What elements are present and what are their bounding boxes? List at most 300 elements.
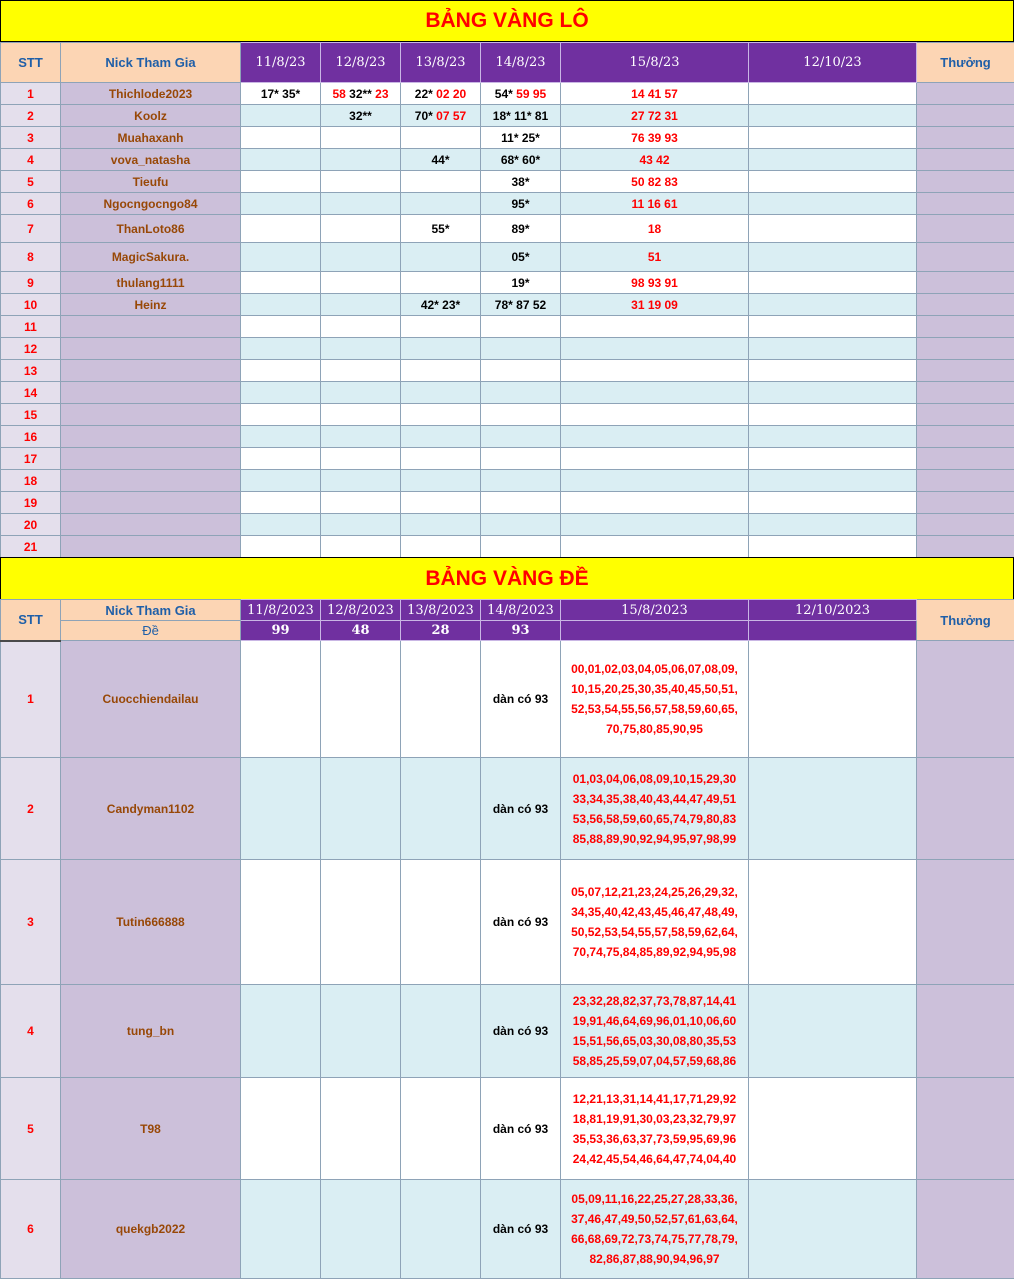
lo-header-date: 13/8/23 bbox=[401, 43, 481, 83]
lo-pick-cell bbox=[241, 470, 321, 492]
de-row bbox=[1, 1078, 1014, 1180]
lo-pick-cell bbox=[481, 492, 561, 514]
lo-pick-number: 44* bbox=[431, 152, 450, 167]
row-number: 20 bbox=[1, 514, 61, 536]
lo-pick-cell bbox=[561, 404, 749, 426]
lo-pick-number: 02 20 bbox=[436, 86, 467, 101]
de-pick-cell bbox=[241, 641, 321, 758]
lo-header-date: 15/8/23 bbox=[561, 43, 749, 83]
de-number-line: 01,03,04,06,08,09,10,15,29,30 bbox=[572, 771, 737, 786]
lo-pick-cell bbox=[561, 294, 749, 316]
award-cell bbox=[917, 426, 1014, 448]
lo-pick-cell bbox=[401, 193, 481, 215]
lo-pick-cell bbox=[561, 105, 749, 127]
de-header-award: Thưởng bbox=[917, 600, 1014, 641]
award-cell bbox=[917, 193, 1014, 215]
row-number: 13 bbox=[1, 360, 61, 382]
award-cell bbox=[917, 382, 1014, 404]
lo-header-date: 12/8/23 bbox=[321, 43, 401, 83]
row-number: 3 bbox=[1, 860, 61, 985]
lo-pick-cell bbox=[241, 105, 321, 127]
lo-row bbox=[1, 243, 1014, 272]
de-number-line: 66,68,69,72,73,74,75,77,78,79, bbox=[571, 1232, 738, 1246]
lo-row bbox=[1, 316, 1014, 338]
lo-pick-cell bbox=[241, 426, 321, 448]
award-cell bbox=[917, 758, 1014, 860]
lo-pick-cell bbox=[401, 149, 481, 171]
row-number: 7 bbox=[1, 215, 61, 243]
de-pick-cell: dàn có 93 bbox=[481, 758, 561, 860]
lo-pick-number: 17* 35* bbox=[260, 86, 301, 101]
lo-pick-cell bbox=[321, 243, 401, 272]
lo-pick-cell bbox=[241, 404, 321, 426]
lo-pick-cell bbox=[561, 243, 749, 272]
de-header-row-results bbox=[1, 621, 1014, 641]
lo-pick-cell bbox=[401, 294, 481, 316]
lo-pick-cell bbox=[401, 492, 481, 514]
lo-pick-cell bbox=[401, 83, 481, 105]
row-number: 1 bbox=[1, 83, 61, 105]
de-number-line: 70,75,80,85,90,95 bbox=[606, 722, 703, 736]
lo-pick-cell bbox=[401, 272, 481, 294]
lo-pick-cell bbox=[321, 149, 401, 171]
lo-pick-cell bbox=[241, 492, 321, 514]
de-pick-cell bbox=[241, 758, 321, 860]
de-number-line: 23,32,28,82,37,73,78,87,14,41 bbox=[572, 994, 737, 1008]
award-cell bbox=[917, 470, 1014, 492]
row-number: 2 bbox=[1, 105, 61, 127]
de-number-set bbox=[561, 991, 748, 1071]
award-cell bbox=[917, 360, 1014, 382]
lo-pick-cell bbox=[749, 492, 917, 514]
lo-pick-cell bbox=[561, 316, 749, 338]
award-cell bbox=[917, 338, 1014, 360]
lo-pick-number: 70* bbox=[414, 108, 437, 123]
lo-pick-cell bbox=[561, 149, 749, 171]
row-number: 12 bbox=[1, 338, 61, 360]
lo-pick-number: 43 42 bbox=[639, 152, 670, 167]
de-pick-cell bbox=[749, 985, 917, 1078]
lo-header-date: 12/10/23 bbox=[749, 43, 917, 83]
lo-pick-number: 32** bbox=[349, 108, 372, 123]
de-title: BẢNG VÀNG ĐỀ bbox=[425, 566, 589, 590]
award-cell bbox=[917, 860, 1014, 985]
row-number: 1 bbox=[1, 641, 61, 758]
de-pick-cell: dàn có 93 bbox=[481, 1180, 561, 1279]
player-nick: T98 bbox=[61, 1078, 241, 1180]
lo-title: BẢNG VÀNG LÔ bbox=[425, 9, 589, 32]
lo-pick-cell bbox=[241, 171, 321, 193]
de-result: 99 bbox=[241, 621, 321, 641]
lo-pick-cell bbox=[749, 536, 917, 558]
de-result: 93 bbox=[481, 621, 561, 641]
award-cell bbox=[917, 272, 1014, 294]
lo-pick-cell bbox=[321, 404, 401, 426]
lo-row bbox=[1, 193, 1014, 215]
lo-pick-cell bbox=[241, 316, 321, 338]
award-cell bbox=[917, 404, 1014, 426]
lo-pick-cell bbox=[481, 149, 561, 171]
lo-pick-cell bbox=[749, 243, 917, 272]
de-pick-cell bbox=[241, 985, 321, 1078]
lo-pick-cell bbox=[749, 83, 917, 105]
lo-pick-cell bbox=[401, 470, 481, 492]
de-number-line: 15,51,56,65,03,30,08,80,35,53 bbox=[572, 1034, 737, 1048]
de-number-line: 85,88,89,90,92,94,95,97,98,99 bbox=[572, 831, 737, 846]
de-number-set bbox=[561, 1189, 748, 1269]
lo-pick-cell bbox=[241, 338, 321, 360]
lo-row bbox=[1, 492, 1014, 514]
lo-pick-number: 11 16 61 bbox=[631, 196, 678, 211]
de-number-line: 35,53,36,63,37,73,59,95,69,96 bbox=[572, 1131, 737, 1146]
lo-table bbox=[0, 42, 1014, 558]
lo-pick-cell bbox=[241, 193, 321, 215]
de-row bbox=[1, 641, 1014, 758]
lo-pick-cell bbox=[749, 426, 917, 448]
lo-pick-cell bbox=[481, 338, 561, 360]
lo-pick-cell bbox=[749, 149, 917, 171]
row-number: 6 bbox=[1, 193, 61, 215]
lo-row bbox=[1, 83, 1014, 105]
lo-pick-cell bbox=[481, 426, 561, 448]
lo-pick-cell bbox=[749, 360, 917, 382]
de-header-row-dates bbox=[1, 600, 1014, 621]
award-cell bbox=[917, 492, 1014, 514]
lo-row bbox=[1, 105, 1014, 127]
award-cell bbox=[917, 171, 1014, 193]
lo-pick-number: 95* bbox=[511, 196, 530, 211]
de-result: 48 bbox=[321, 621, 401, 641]
lo-pick-cell bbox=[561, 360, 749, 382]
lo-pick-cell bbox=[481, 382, 561, 404]
lo-pick-cell bbox=[241, 127, 321, 149]
player-nick bbox=[61, 404, 241, 426]
lo-pick-cell bbox=[749, 171, 917, 193]
lo-pick-cell bbox=[749, 272, 917, 294]
lo-pick-cell bbox=[401, 171, 481, 193]
player-nick bbox=[61, 492, 241, 514]
award-cell bbox=[917, 316, 1014, 338]
lo-pick-cell bbox=[241, 149, 321, 171]
de-row bbox=[1, 860, 1014, 985]
de-pick-cell bbox=[749, 1180, 917, 1279]
de-number-line: 10,15,20,25,30,35,40,45,50,51, bbox=[571, 682, 738, 696]
lo-pick-number: 58 bbox=[332, 86, 350, 101]
de-row bbox=[1, 1180, 1014, 1279]
lo-pick-cell bbox=[749, 470, 917, 492]
lo-pick-cell bbox=[321, 272, 401, 294]
lo-pick-cell bbox=[481, 83, 561, 105]
lo-pick-number: 14 41 57 bbox=[631, 86, 678, 101]
lo-pick-cell bbox=[749, 105, 917, 127]
lo-pick-cell bbox=[481, 243, 561, 272]
de-number-line: 37,46,47,49,50,52,57,61,63,64, bbox=[571, 1212, 738, 1226]
lo-pick-cell bbox=[401, 382, 481, 404]
de-pick-cell: dàn có 93 bbox=[481, 985, 561, 1078]
lo-pick-cell bbox=[241, 272, 321, 294]
lo-pick-cell bbox=[749, 127, 917, 149]
de-number-line: 19,91,46,64,69,96,01,10,06,60 bbox=[572, 1014, 737, 1028]
de-result: 28 bbox=[401, 621, 481, 641]
de-pick-cell: dàn có 93 bbox=[481, 641, 561, 758]
lo-pick-cell bbox=[561, 83, 749, 105]
lo-pick-number: 07 57 bbox=[436, 108, 467, 123]
award-cell bbox=[917, 985, 1014, 1078]
lo-pick-cell bbox=[481, 272, 561, 294]
lo-pick-number: 27 72 31 bbox=[631, 108, 678, 123]
player-nick bbox=[61, 448, 241, 470]
lo-pick-cell bbox=[241, 448, 321, 470]
de-header-date: 12/8/2023 bbox=[321, 600, 401, 621]
award-cell bbox=[917, 83, 1014, 105]
player-nick: quekgb2022 bbox=[61, 1180, 241, 1279]
lo-pick-cell bbox=[321, 316, 401, 338]
lo-pick-cell bbox=[561, 470, 749, 492]
de-number-set-cell bbox=[561, 860, 749, 985]
de-pick-cell bbox=[321, 860, 401, 985]
lo-pick-cell bbox=[481, 171, 561, 193]
player-nick bbox=[61, 338, 241, 360]
row-number: 5 bbox=[1, 171, 61, 193]
de-header-date: 14/8/2023 bbox=[481, 600, 561, 621]
player-nick: Heinz bbox=[61, 294, 241, 316]
lo-pick-cell bbox=[749, 294, 917, 316]
award-cell bbox=[917, 514, 1014, 536]
player-nick bbox=[61, 536, 241, 558]
lo-pick-cell bbox=[561, 171, 749, 193]
player-nick bbox=[61, 316, 241, 338]
lo-pick-cell bbox=[749, 215, 917, 243]
lo-header-nick: Nick Tham Gia bbox=[61, 43, 241, 83]
lo-pick-number: 32** bbox=[349, 86, 376, 101]
de-row bbox=[1, 985, 1014, 1078]
award-cell bbox=[917, 448, 1014, 470]
de-number-line: 58,85,25,59,07,04,57,59,68,86 bbox=[572, 1054, 737, 1068]
lo-pick-cell bbox=[481, 105, 561, 127]
row-number: 21 bbox=[1, 536, 61, 558]
row-number: 15 bbox=[1, 404, 61, 426]
lo-row bbox=[1, 215, 1014, 243]
player-nick bbox=[61, 514, 241, 536]
de-number-line: 70,74,75,84,85,89,92,94,95,98 bbox=[572, 945, 737, 959]
de-number-line: 05,09,11,16,22,25,27,28,33,36, bbox=[571, 1192, 738, 1206]
lo-pick-number: 05* bbox=[511, 250, 530, 264]
lo-pick-cell bbox=[561, 426, 749, 448]
lo-row bbox=[1, 149, 1014, 171]
lo-pick-cell bbox=[321, 338, 401, 360]
de-row bbox=[1, 758, 1014, 860]
lo-pick-cell bbox=[481, 316, 561, 338]
lo-pick-number: 31 19 09 bbox=[631, 297, 678, 312]
de-number-set bbox=[561, 1089, 748, 1169]
award-cell bbox=[917, 1180, 1014, 1279]
lo-pick-cell bbox=[749, 514, 917, 536]
lo-pick-cell bbox=[241, 243, 321, 272]
lo-pick-number: 23 bbox=[375, 86, 389, 101]
lo-header-row bbox=[1, 43, 1014, 83]
lo-pick-cell bbox=[241, 83, 321, 105]
lo-pick-cell bbox=[321, 105, 401, 127]
row-number: 10 bbox=[1, 294, 61, 316]
lo-pick-cell bbox=[401, 360, 481, 382]
lo-pick-cell bbox=[401, 448, 481, 470]
de-number-set-cell bbox=[561, 641, 749, 758]
de-pick-cell bbox=[241, 1180, 321, 1279]
de-pick-cell bbox=[321, 641, 401, 758]
lo-pick-cell bbox=[561, 272, 749, 294]
lo-pick-cell bbox=[321, 215, 401, 243]
award-cell bbox=[917, 641, 1014, 758]
lo-pick-cell bbox=[241, 536, 321, 558]
lo-pick-cell bbox=[749, 448, 917, 470]
row-number: 17 bbox=[1, 448, 61, 470]
de-header-date: 12/10/2023 bbox=[749, 600, 917, 621]
lo-pick-cell bbox=[749, 316, 917, 338]
lo-row bbox=[1, 536, 1014, 558]
de-number-set bbox=[561, 659, 748, 739]
de-pick-cell bbox=[321, 1180, 401, 1279]
player-nick: Ngocngocngo84 bbox=[61, 193, 241, 215]
award-cell bbox=[917, 1078, 1014, 1180]
lo-pick-cell bbox=[561, 536, 749, 558]
lo-pick-number: 54* bbox=[494, 86, 517, 101]
lo-pick-cell bbox=[321, 83, 401, 105]
lo-row bbox=[1, 360, 1014, 382]
lo-pick-cell bbox=[241, 294, 321, 316]
lo-pick-cell bbox=[321, 360, 401, 382]
player-nick bbox=[61, 426, 241, 448]
de-number-line: 50,52,53,54,55,57,58,59,62,64, bbox=[571, 925, 738, 939]
lo-pick-cell bbox=[561, 382, 749, 404]
row-number: 4 bbox=[1, 985, 61, 1078]
de-result bbox=[749, 621, 917, 641]
lo-pick-number: 78* 87 52 bbox=[494, 297, 547, 312]
player-nick: Tutin666888 bbox=[61, 860, 241, 985]
lo-header-award: Thưởng bbox=[917, 43, 1014, 83]
lo-pick-cell bbox=[481, 470, 561, 492]
player-nick: Tieufu bbox=[61, 171, 241, 193]
player-nick: ThanLoto86 bbox=[61, 215, 241, 243]
lo-pick-cell bbox=[241, 360, 321, 382]
lo-pick-cell bbox=[321, 448, 401, 470]
lo-pick-cell bbox=[481, 294, 561, 316]
lo-pick-cell bbox=[241, 215, 321, 243]
de-pick-cell bbox=[401, 985, 481, 1078]
lo-row bbox=[1, 127, 1014, 149]
lo-pick-cell bbox=[401, 127, 481, 149]
de-pick-cell bbox=[749, 758, 917, 860]
lo-pick-number: 68* 60* bbox=[500, 152, 541, 167]
de-header-nick: Nick Tham Gia bbox=[61, 600, 241, 621]
player-nick: vova_natasha bbox=[61, 149, 241, 171]
lo-pick-cell bbox=[401, 243, 481, 272]
de-pick-cell bbox=[749, 1078, 917, 1180]
lo-pick-cell bbox=[561, 215, 749, 243]
row-number: 6 bbox=[1, 1180, 61, 1279]
lo-pick-number: 98 93 91 bbox=[631, 275, 678, 290]
award-cell bbox=[917, 127, 1014, 149]
row-number: 4 bbox=[1, 149, 61, 171]
row-number: 18 bbox=[1, 470, 61, 492]
de-pick-cell bbox=[321, 985, 401, 1078]
lo-pick-cell bbox=[321, 492, 401, 514]
player-nick bbox=[61, 470, 241, 492]
de-number-line: 34,35,40,42,43,45,46,47,48,49, bbox=[571, 905, 738, 919]
lo-pick-cell bbox=[561, 448, 749, 470]
de-number-line: 52,53,54,55,56,57,58,59,60,65, bbox=[571, 702, 738, 716]
row-number: 2 bbox=[1, 758, 61, 860]
lo-pick-cell bbox=[749, 193, 917, 215]
lo-pick-cell bbox=[481, 360, 561, 382]
lo-pick-cell bbox=[401, 105, 481, 127]
de-header-date: 13/8/2023 bbox=[401, 600, 481, 621]
de-number-line: 24,42,45,54,46,64,47,74,04,40 bbox=[572, 1151, 737, 1166]
lo-pick-number: 11* 25* bbox=[501, 130, 540, 145]
award-cell bbox=[917, 105, 1014, 127]
player-nick: Cuocchiendailau bbox=[61, 641, 241, 758]
de-pick-cell bbox=[241, 1078, 321, 1180]
player-nick: MagicSakura. bbox=[61, 243, 241, 272]
lo-pick-cell bbox=[321, 514, 401, 536]
lo-header-date: 11/8/23 bbox=[241, 43, 321, 83]
lo-pick-cell bbox=[321, 426, 401, 448]
lo-pick-number: 55* bbox=[431, 221, 450, 236]
lo-pick-number: 38* bbox=[511, 174, 530, 189]
lo-pick-cell bbox=[241, 382, 321, 404]
lo-pick-cell bbox=[481, 448, 561, 470]
row-number: 14 bbox=[1, 382, 61, 404]
award-cell bbox=[917, 149, 1014, 171]
player-nick: tung_bn bbox=[61, 985, 241, 1078]
de-pick-cell bbox=[241, 860, 321, 985]
de-number-line: 05,07,12,21,23,24,25,26,29,32, bbox=[571, 885, 738, 899]
player-nick: Candyman1102 bbox=[61, 758, 241, 860]
lo-pick-cell bbox=[321, 171, 401, 193]
player-nick bbox=[61, 360, 241, 382]
lo-title-banner bbox=[0, 0, 1014, 42]
lo-row bbox=[1, 382, 1014, 404]
de-number-line: 82,86,87,88,90,94,96,97 bbox=[589, 1252, 720, 1266]
lo-pick-cell bbox=[401, 338, 481, 360]
lo-pick-cell bbox=[241, 514, 321, 536]
award-cell bbox=[917, 243, 1014, 272]
lo-row bbox=[1, 171, 1014, 193]
de-header-date: 11/8/2023 bbox=[241, 600, 321, 621]
player-nick: Muahaxanh bbox=[61, 127, 241, 149]
lo-pick-number: 22* bbox=[414, 86, 437, 101]
de-number-set-cell bbox=[561, 758, 749, 860]
de-number-line: 53,56,58,59,60,65,74,79,80,83 bbox=[572, 811, 737, 826]
player-nick: Koolz bbox=[61, 105, 241, 127]
de-pick-cell bbox=[749, 860, 917, 985]
player-nick: thulang1111 bbox=[61, 272, 241, 294]
award-cell bbox=[917, 536, 1014, 558]
lo-pick-cell bbox=[561, 514, 749, 536]
player-nick bbox=[61, 382, 241, 404]
row-number: 3 bbox=[1, 127, 61, 149]
de-number-line: 33,34,35,38,40,43,44,47,49,51 bbox=[572, 791, 737, 806]
lo-pick-number: 18* 11* 81 bbox=[492, 108, 549, 123]
lo-pick-cell bbox=[321, 127, 401, 149]
de-pick-cell bbox=[749, 641, 917, 758]
lo-pick-cell bbox=[561, 127, 749, 149]
de-pick-cell bbox=[401, 860, 481, 985]
lo-pick-number: 19* bbox=[511, 275, 530, 290]
lo-pick-number: 50 82 83 bbox=[631, 174, 678, 189]
de-header-date: 15/8/2023 bbox=[561, 600, 749, 621]
de-pick-cell bbox=[321, 758, 401, 860]
de-number-set bbox=[561, 769, 748, 849]
